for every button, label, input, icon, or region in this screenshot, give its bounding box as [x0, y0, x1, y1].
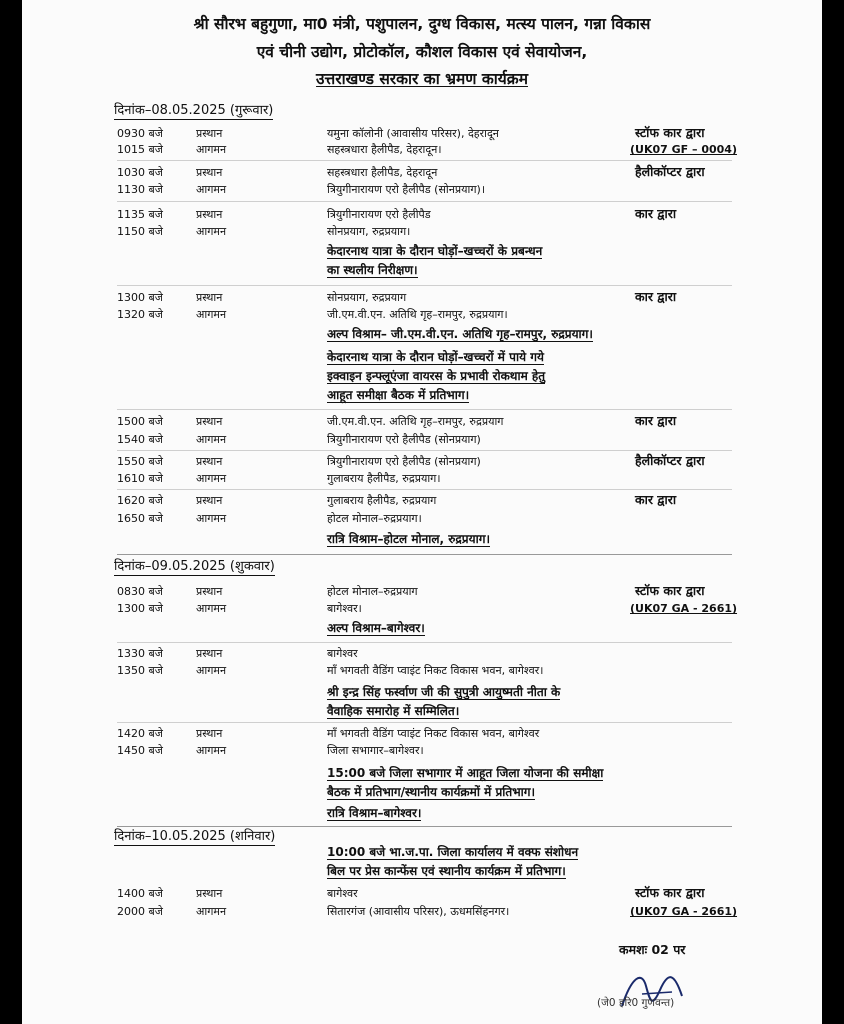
row-action: प्रस्थान	[196, 455, 223, 468]
row-action: प्रस्थान	[196, 166, 223, 179]
row-time: 1540 बजे	[117, 433, 163, 446]
travel-mode: कार द्वारा	[635, 492, 677, 507]
row-action: आगमन	[196, 433, 227, 446]
travel-mode: स्टॉफ कार द्वारा	[635, 125, 705, 140]
program-note: 10:00 बजे भा.ज.पा. जिला कार्यालय में वक्फ संशोधन बिल पर प्रेस कान्फेंस एवं स्थानीय कार्यक्रम में प्रतिभाग।	[327, 845, 579, 878]
program-note: केदारनाथ यात्रा के दौरान घोड़ों–खच्चरों के प्रबन्धन का स्थलीय निरीक्षण।	[327, 244, 543, 277]
row-time: 1300 बजे	[117, 602, 163, 615]
row-action: आगमन	[196, 512, 227, 525]
row-place: बागेश्वर	[327, 887, 358, 900]
program-note: अल्प विश्राम–बागेश्वर।	[327, 621, 425, 635]
row-time: 1030 बजे	[117, 166, 163, 179]
row-place: त्रियुगीनारायण एरो हैलीपैड	[327, 208, 431, 221]
row-separator	[117, 160, 732, 161]
row-separator	[117, 450, 732, 451]
row-action: आगमन	[196, 664, 227, 677]
row-place: जिला सभागार–बागेश्वर।	[327, 744, 424, 757]
row-action: आगमन	[196, 905, 227, 918]
row-action: प्रस्थान	[196, 208, 223, 221]
row-action: आगमन	[196, 225, 227, 238]
vehicle-number: (UK07 GF – 0004)	[630, 143, 737, 156]
row-action: प्रस्थान	[196, 727, 223, 740]
row-time: 1135 बजे	[117, 208, 163, 221]
row-separator	[117, 285, 732, 286]
travel-mode: हैलीकॉप्टर द्वारा	[635, 164, 705, 179]
row-separator	[117, 489, 732, 490]
row-time: 1300 बजे	[117, 291, 163, 304]
row-time: 0930 बजे	[117, 127, 163, 140]
row-action: प्रस्थान	[196, 291, 223, 304]
row-action: आगमन	[196, 602, 227, 615]
signatory-name: (जे0 हरि0 गुणवन्त)	[597, 997, 675, 1009]
vehicle-number: (UK07 GA - 2661)	[630, 602, 738, 615]
row-time: 0830 बजे	[117, 585, 163, 598]
program-note: रात्रि विश्राम–होटल मोनाल, रुद्रप्रयाग।	[327, 532, 491, 546]
row-time: 1330 बजे	[117, 647, 163, 660]
program-note: अल्प विश्राम– जी.एम.वी.एन. अतिथि गृह–रामपुर, रुद्रप्रयाग।	[327, 327, 593, 341]
travel-mode: स्टॉफ कार द्वारा	[635, 583, 705, 598]
vehicle-number: (UK07 GA - 2661)	[630, 905, 738, 918]
program-note: 15:00 बजे जिला सभागार में आहूत जिला योजना की समीक्षा बैठक में प्रतिभाग/स्थानीय कार्यक्रमों में प्रतिभाग।	[327, 766, 604, 799]
header-line-2: एवं चीनी उद्योग, प्रोटोकॉल, कौशल विकास एवं सेवायोजन,	[256, 43, 588, 61]
program-note: रात्रि विश्राम–बागेश्वर।	[327, 806, 422, 820]
row-place: गुलाबराय हैलीपैड, रुद्रप्रयाग	[327, 494, 437, 507]
row-place: बागेश्वर	[327, 647, 358, 660]
row-time: 1500 बजे	[117, 415, 163, 428]
row-separator	[117, 642, 732, 643]
row-action: प्रस्थान	[196, 415, 223, 428]
row-time: 1350 बजे	[117, 664, 163, 677]
row-place: सहस्त्रधारा हैलीपैड, देहरादून।	[327, 143, 442, 156]
program-note: श्री इन्द्र सिंह फर्स्वाण जी की सुपुत्री आयुष्मती नीता के वैवाहिक समारोह में सम्मिलित।	[327, 685, 561, 718]
row-time: 1610 बजे	[117, 472, 163, 485]
continued-note: कमशः 02 पर	[619, 942, 686, 957]
row-time: 1420 बजे	[117, 727, 163, 740]
row-action: प्रस्थान	[196, 887, 223, 900]
row-time: 1650 बजे	[117, 512, 163, 525]
date-heading-day-3: दिनांक–10.05.2025 (शनिवार)	[114, 829, 276, 844]
row-place: यमुना कॉलोनी (आवासीय परिसर), देहरादून	[327, 127, 499, 140]
date-heading-day-1: दिनांक–08.05.2025 (गुरूवार)	[114, 103, 274, 118]
row-separator	[117, 201, 732, 202]
row-action: प्रस्थान	[196, 647, 223, 660]
row-time: 1015 बजे	[117, 143, 163, 156]
row-place: सितारगंज (आवासीय परिसर), ऊधमसिंहनगर।	[327, 905, 510, 918]
row-place: सहस्त्रधारा हैलीपैड, देहरादून	[327, 166, 438, 179]
row-action: आगमन	[196, 183, 227, 196]
row-place: सोनप्रयाग, रुद्रप्रयाग।	[327, 225, 411, 238]
row-time: 1150 बजे	[117, 225, 163, 238]
row-place: जी.एम.वी.एन. अतिथि गृह–रामपुर, रुद्रप्रयाग।	[327, 308, 508, 321]
travel-mode: कार द्वारा	[635, 206, 677, 221]
row-place: त्रियुगीनारायण एरो हैलीपैड (सोनप्रयाग)	[327, 433, 481, 446]
row-time: 1450 बजे	[117, 744, 163, 757]
row-separator	[117, 409, 732, 410]
row-action: आगमन	[196, 744, 227, 757]
row-time: 1400 बजे	[117, 887, 163, 900]
row-time: 1130 बजे	[117, 183, 163, 196]
travel-mode: स्टॉफ कार द्वारा	[635, 885, 705, 900]
day-separator	[117, 554, 732, 555]
row-place: सोनप्रयाग, रुद्रप्रयाग	[327, 291, 407, 304]
row-time: 1620 बजे	[117, 494, 163, 507]
travel-mode: कार द्वारा	[635, 289, 677, 304]
row-action: प्रस्थान	[196, 494, 223, 507]
row-time: 1550 बजे	[117, 455, 163, 468]
travel-mode: हैलीकॉप्टर द्वारा	[635, 453, 705, 468]
row-action: आगमन	[196, 143, 227, 156]
row-place: त्रियुगीनारायण एरो हैलीपैड (सोनप्रयाग)।	[327, 183, 486, 196]
travel-mode: कार द्वारा	[635, 413, 677, 428]
row-action: आगमन	[196, 308, 227, 321]
header-line-1: श्री सौरभ बहुगुणा, मा0 मंत्री, पशुपालन, दुग्ध विकास, मत्स्य पालन, गन्ना विकास	[193, 15, 651, 33]
row-separator	[117, 722, 732, 723]
header-line-3: उत्तराखण्ड सरकार का भ्रमण कार्यक्रम	[316, 70, 528, 88]
row-place: होटल मोनाल–रुद्रप्रयाग	[327, 585, 418, 598]
program-note: केदारनाथ यात्रा के दौरान घोड़ों–खच्चरों में पाये गये इक्वाइन इन्फ्लूएंजा वायरस के प्रभावी रोकथाम हेतु आहूत समीक्षा बैठक में प्रतिभाग।	[327, 350, 546, 402]
row-place: बागेश्वर।	[327, 602, 362, 615]
date-heading-day-2: दिनांक–09.05.2025 (शुकवार)	[114, 559, 275, 574]
row-action: प्रस्थान	[196, 585, 223, 598]
row-action: आगमन	[196, 472, 227, 485]
document-page	[22, 0, 822, 1024]
row-place: त्रियुगीनारायण एरो हैलीपैड (सोनप्रयाग)	[327, 455, 481, 468]
row-time: 1320 बजे	[117, 308, 163, 321]
row-place: माँ भगवती वैडिंग प्वाइंट निकट विकास भवन, बागेश्वर	[327, 727, 540, 740]
row-place: गुलाबराय हैलीपैड, रुद्रप्रयाग।	[327, 472, 441, 485]
row-place: होटल मोनाल–रुद्रप्रयाग।	[327, 512, 422, 525]
row-action: प्रस्थान	[196, 127, 223, 140]
row-place: जी.एम.वी.एन. अतिथि गृह–रामपुर, रुद्रप्रयाग	[327, 415, 504, 428]
row-time: 2000 बजे	[117, 905, 163, 918]
row-place: माँ भगवती वैडिंग प्वाइंट निकट विकास भवन, बागेश्वर।	[327, 664, 544, 677]
